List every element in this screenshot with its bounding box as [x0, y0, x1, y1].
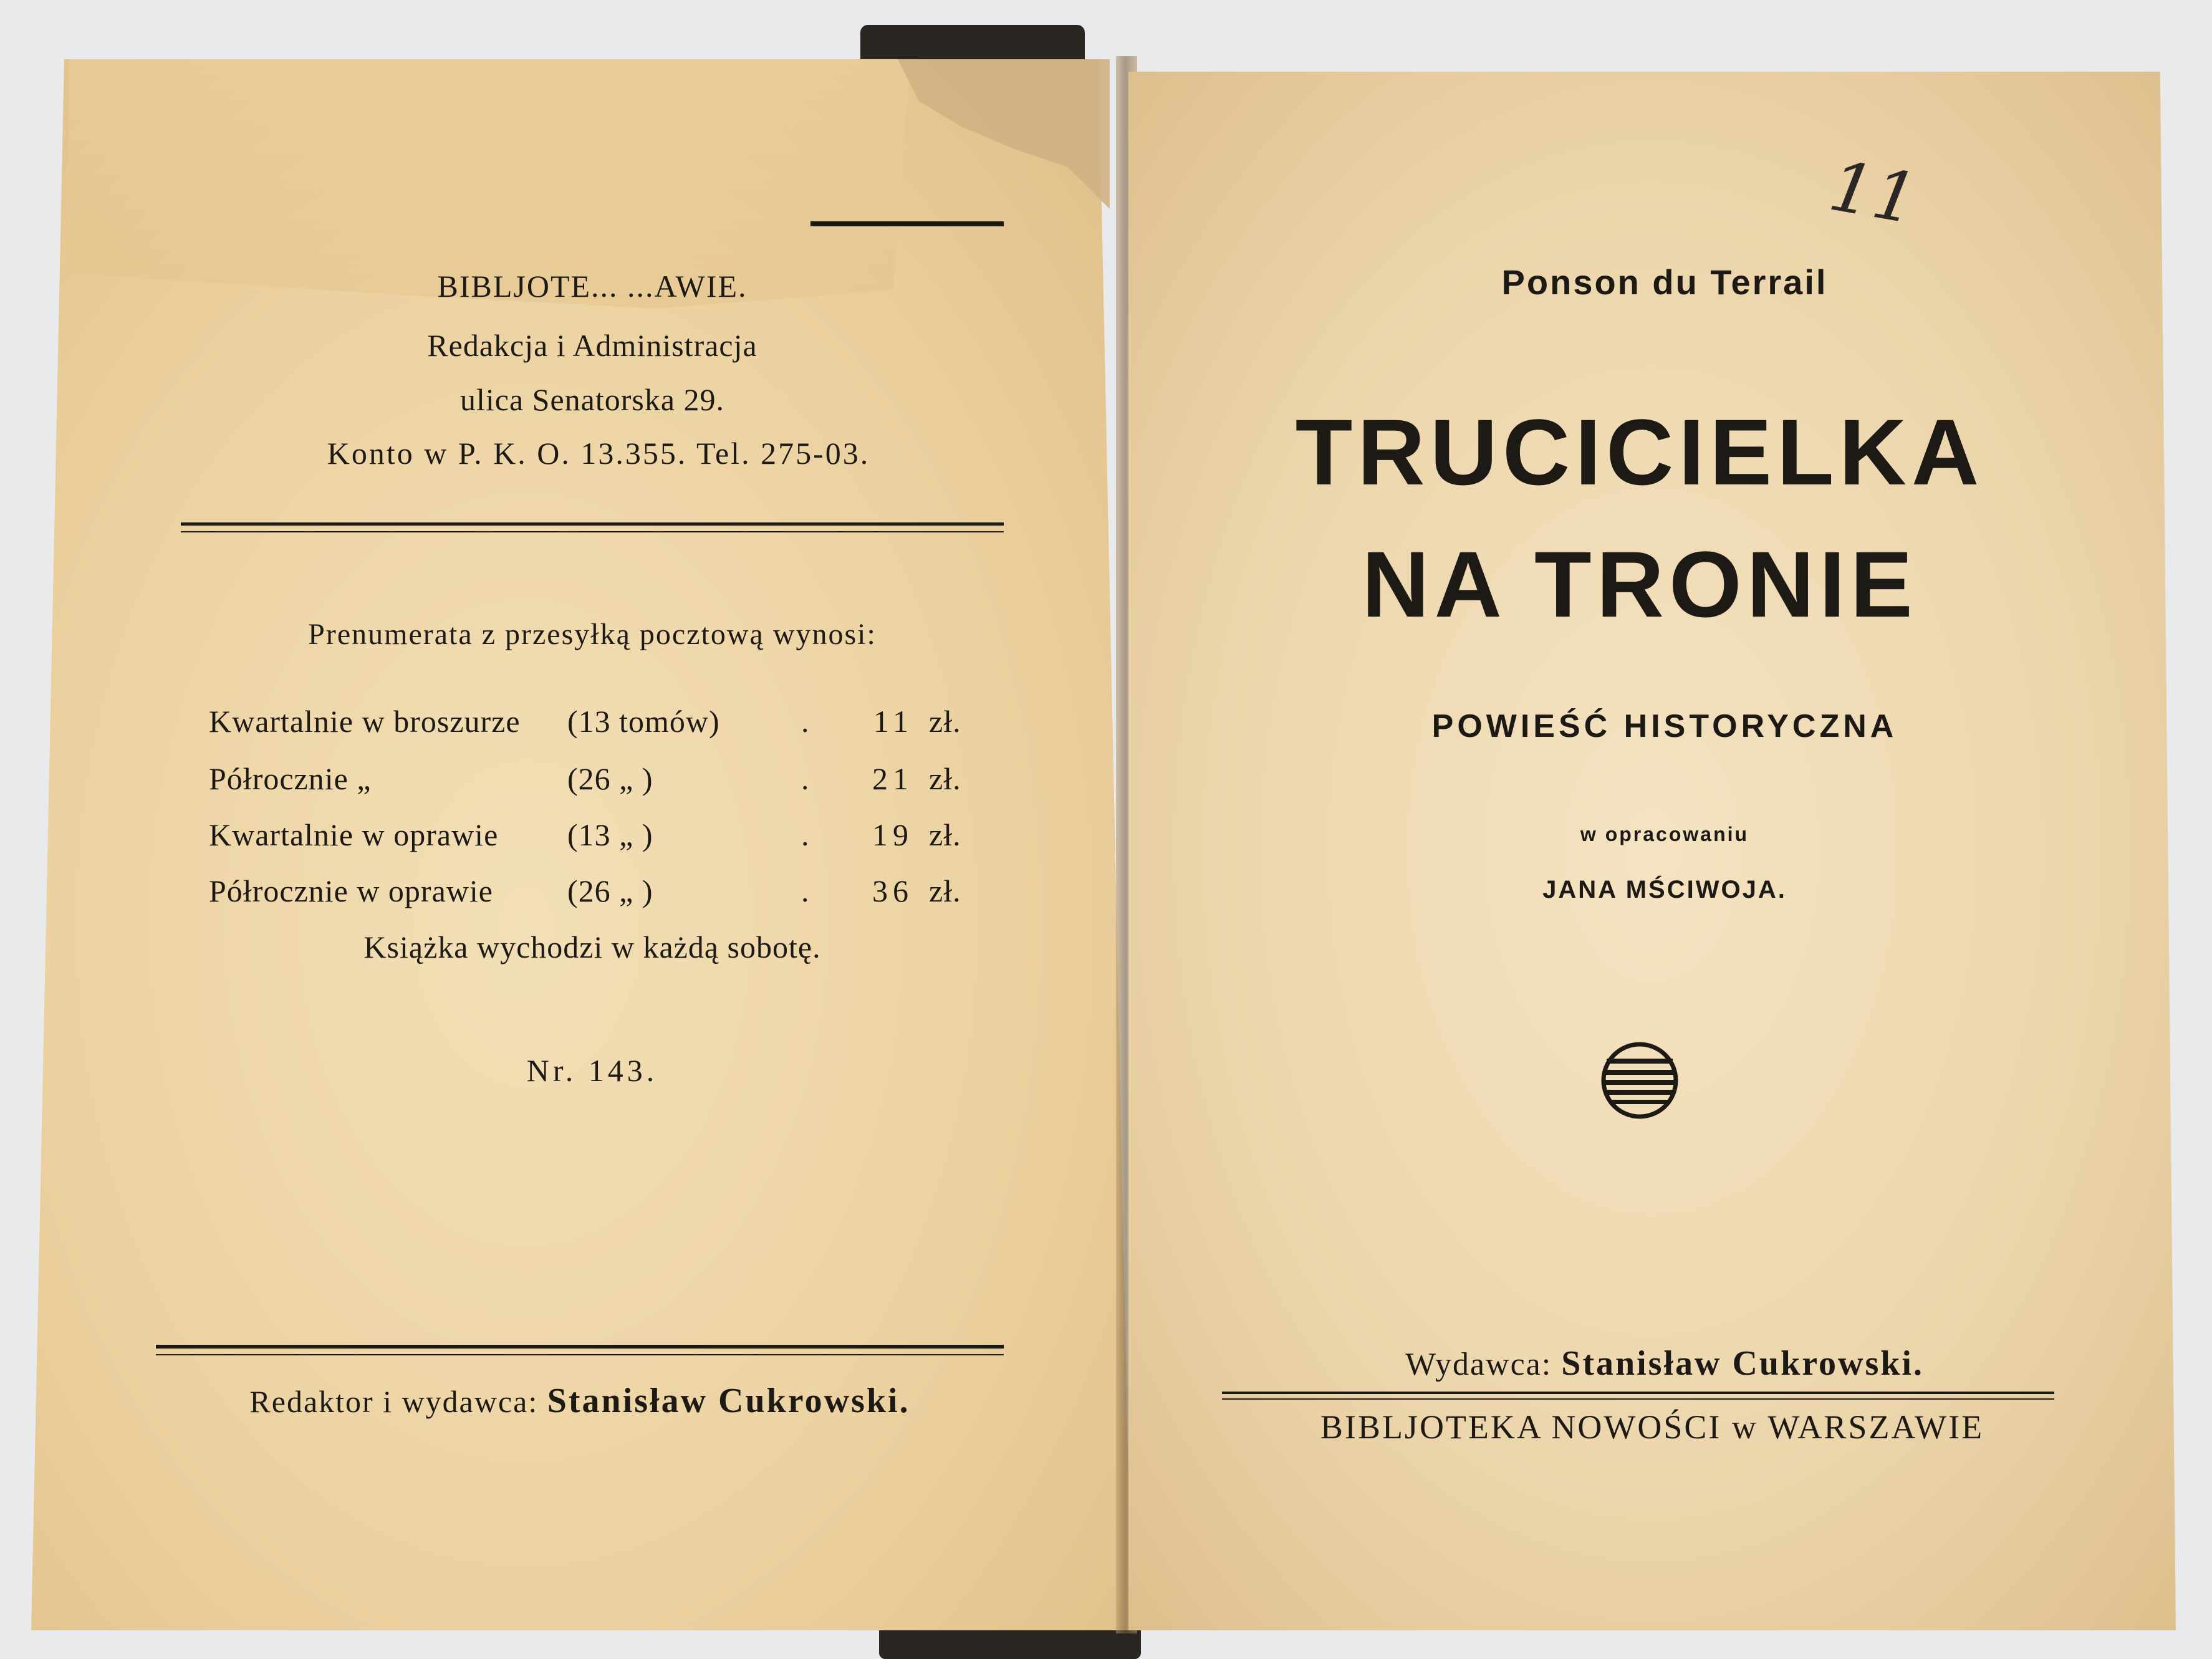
library-footer: BIBLJOTEKA NOWOŚCI w WARSZAWIE — [1320, 1408, 1984, 1446]
row-period: (13 „ ) — [567, 817, 653, 852]
book-binding-top — [860, 25, 1085, 62]
editor-label: Redaktor i wydawca: — [249, 1384, 539, 1419]
editor-name: Stanisław Cukrowski. — [547, 1382, 910, 1420]
book-title-line-2: NA TRONIE — [1362, 532, 1918, 637]
divider-rule-upper — [181, 522, 1004, 526]
row-dot: . — [801, 817, 810, 852]
subscription-heading: Prenumerata z przesyłką pocztową wynosi: — [308, 618, 877, 651]
publisher-name: Stanisław Cukrowski. — [1561, 1344, 1924, 1383]
right-page — [1128, 72, 2176, 1630]
genre-subtitle: POWIEŚĆ HISTORYCZNA — [1431, 708, 1898, 744]
account-and-phone: Konto w P. K. O. 13.355. Tel. 275-03. — [327, 436, 870, 471]
issue-number: Nr. 143. — [526, 1053, 658, 1088]
row-period: (26 „ ) — [567, 761, 653, 796]
book-title-line-1: TRUCICIELKA — [1295, 400, 1984, 504]
street-address: ulica Senatorska 29. — [459, 382, 725, 417]
adapter-name: JANA MŚCIWOJA. — [1542, 876, 1787, 903]
publisher-rule-thin — [1222, 1398, 2054, 1400]
row-price: 11 — [873, 704, 913, 739]
top-rule-left — [810, 221, 1004, 226]
row-price: 19 — [872, 817, 913, 852]
row-price: 21 — [872, 761, 913, 796]
row-period: (13 tomów) — [567, 704, 720, 739]
row-price: 36 — [872, 873, 913, 908]
row-currency: zł. — [929, 873, 961, 908]
library-header-torn: BIBLJOTE... ...AWIE. — [437, 269, 748, 304]
row-currency: zł. — [929, 761, 961, 796]
row-dot: . — [801, 873, 810, 908]
row-currency: zł. — [929, 817, 961, 852]
divider-rule-lower — [156, 1345, 1004, 1349]
row-label: Półrocznie w oprawie — [209, 873, 493, 908]
divider-rule-lower-thin — [156, 1354, 1004, 1355]
row-label: Kwartalnie w oprawie — [209, 817, 499, 852]
row-period: (26 „ ) — [567, 873, 653, 908]
publisher-label: Wydawca: — [1405, 1347, 1552, 1382]
row-label: Kwartalnie w broszurze — [209, 704, 521, 739]
row-currency: zł. — [929, 704, 961, 739]
pencil-mark: 11 — [1823, 145, 1924, 240]
publisher-rule — [1222, 1392, 2054, 1394]
striped-globe-emblem-icon — [1599, 1040, 1680, 1121]
weekly-note: Książka wychodzi w każdą sobotę. — [363, 930, 821, 964]
row-dot: . — [801, 704, 810, 739]
row-label: Półrocznie „ — [209, 761, 372, 796]
divider-rule-upper-thin — [181, 531, 1004, 532]
editor-line — [187, 1381, 973, 1421]
author-name: Ponson du Terrail — [1501, 262, 1828, 302]
adaptation-label: w opracowaniu — [1580, 823, 1749, 845]
row-dot: . — [801, 761, 810, 796]
editorial-line: Redakcja i Administracja — [427, 328, 757, 363]
publisher-line — [1297, 1344, 2032, 1383]
